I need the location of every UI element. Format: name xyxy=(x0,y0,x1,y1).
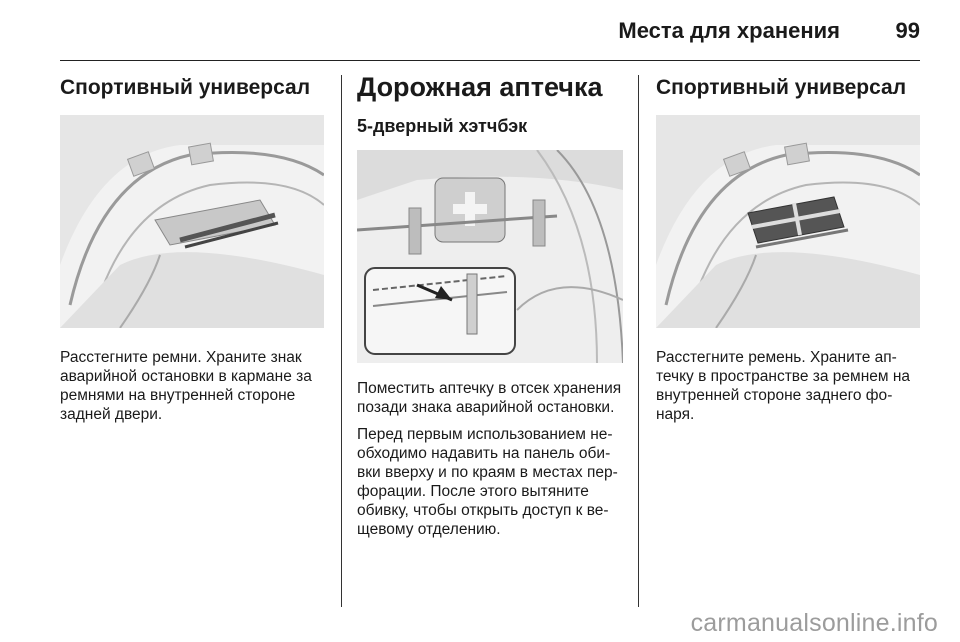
instruction-text: Расстегните ремни. Храните знак аварийной остановки в кармане за ремнями на внутренней стороне задней двери. xyxy=(60,349,312,423)
page-number: 99 xyxy=(895,18,920,43)
tailgate-first-aid-pocket-illustration xyxy=(656,115,920,328)
main-title: Дорожная аптечка xyxy=(357,72,603,102)
section-title: Спортивный универсал xyxy=(60,76,311,99)
sub-title: 5-дверный хэтчбэк xyxy=(357,116,528,136)
right-column xyxy=(656,75,920,424)
tailgate-strap-pocket-illustration xyxy=(60,115,324,328)
column-divider xyxy=(341,75,342,607)
instruction-text: Расстегните ремень. Храните аптечку в пространстве за ремнем на внутренней стороне заднего фонаря. xyxy=(656,349,911,423)
watermark: carmanualsonline.info xyxy=(690,609,938,637)
first-aid-kit-compartment-illustration xyxy=(357,150,623,363)
header-title: Места для хранения xyxy=(618,18,840,43)
page-header xyxy=(60,16,920,61)
instruction-text: Поместить аптечку в отсек хранения позади знака аварийной остановки. xyxy=(357,380,622,416)
instruction-text: Перед первым использованием необходимо надавить на панель обивки вверху и по краям в местах перфорации. После этого вытяните обивку, чтобы открыть доступ к вещевому отделению. xyxy=(357,426,618,538)
section-title: Спортивный универсал xyxy=(656,76,907,99)
column-divider xyxy=(638,75,639,607)
middle-column xyxy=(357,70,623,539)
left-column xyxy=(60,75,324,424)
